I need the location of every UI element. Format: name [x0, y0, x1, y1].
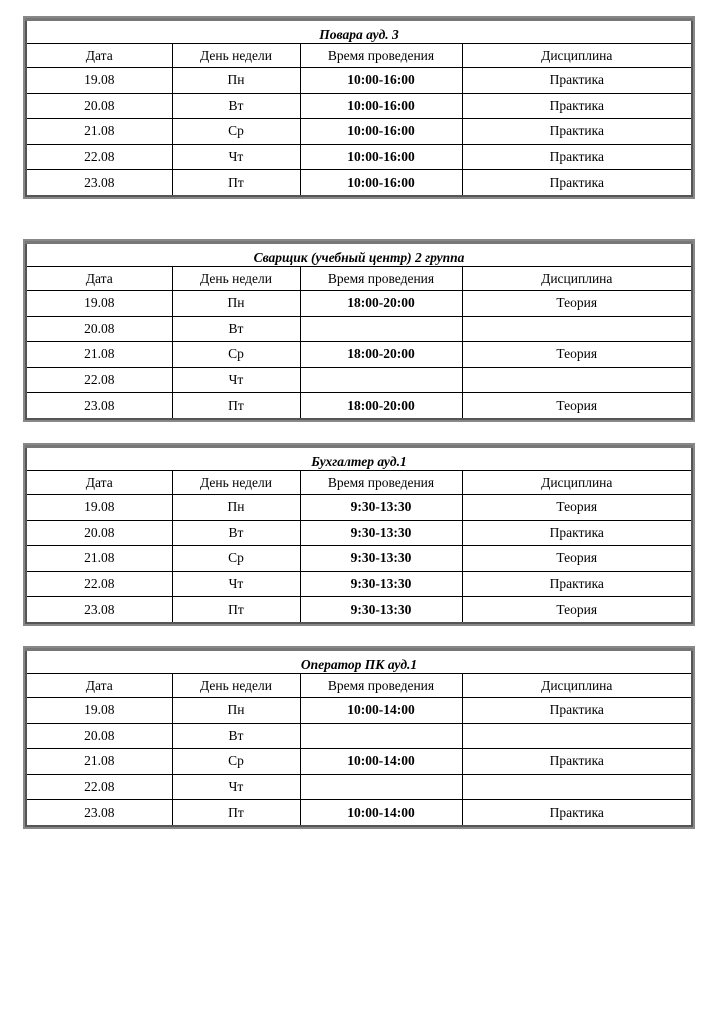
cell-day: Чт: [172, 144, 300, 170]
cell-discipline: Практика: [462, 698, 692, 724]
cell-day: Пт: [172, 170, 300, 196]
cell-time: 10:00-16:00: [300, 68, 462, 94]
cell-discipline: [462, 723, 692, 749]
cell-time: 10:00-16:00: [300, 93, 462, 119]
header-day: День недели: [172, 674, 300, 698]
cell-discipline: Теория: [462, 597, 692, 623]
header-date: Дата: [26, 267, 172, 291]
header-row: [26, 471, 692, 495]
cell-date: 19.08: [26, 698, 172, 724]
header-time: Время проведения: [300, 267, 462, 291]
cell-date: 23.08: [26, 170, 172, 196]
header-time: Время проведения: [300, 471, 462, 495]
header-discipline: Дисциплина: [462, 267, 692, 291]
schedule-table-pc-operators: [25, 648, 693, 827]
table-title: Повара ауд. 3: [26, 20, 692, 44]
cell-date: 20.08: [26, 520, 172, 546]
cell-date: 21.08: [26, 546, 172, 572]
table-row: [26, 698, 692, 724]
cell-date: 23.08: [26, 597, 172, 623]
cell-time: 10:00-16:00: [300, 119, 462, 145]
cell-time: 10:00-16:00: [300, 144, 462, 170]
cell-day: Чт: [172, 774, 300, 800]
header-day: День недели: [172, 267, 300, 291]
cell-date: 21.08: [26, 342, 172, 368]
cell-day: Чт: [172, 367, 300, 393]
table-row: [26, 342, 692, 368]
cell-discipline: Практика: [462, 571, 692, 597]
cell-date: 20.08: [26, 316, 172, 342]
cell-time: 10:00-14:00: [300, 749, 462, 775]
cell-discipline: Практика: [462, 800, 692, 826]
table-row: [26, 316, 692, 342]
cell-day: Вт: [172, 723, 300, 749]
cell-time: 9:30-13:30: [300, 571, 462, 597]
table-row: [26, 144, 692, 170]
cell-day: Пн: [172, 68, 300, 94]
cell-time: [300, 774, 462, 800]
header-date: Дата: [26, 471, 172, 495]
table-row: [26, 571, 692, 597]
cell-time: 18:00-20:00: [300, 393, 462, 419]
cell-time: 9:30-13:30: [300, 546, 462, 572]
table-row: [26, 393, 692, 419]
cell-discipline: Практика: [462, 520, 692, 546]
cell-date: 19.08: [26, 495, 172, 521]
cell-time: 9:30-13:30: [300, 597, 462, 623]
header-row: [26, 267, 692, 291]
schedule-table-welders: [25, 241, 693, 420]
cell-day: Чт: [172, 571, 300, 597]
header-date: Дата: [26, 674, 172, 698]
cell-date: 19.08: [26, 68, 172, 94]
cell-day: Ср: [172, 119, 300, 145]
cell-time: 9:30-13:30: [300, 495, 462, 521]
table-row: [26, 291, 692, 317]
table-row: [26, 68, 692, 94]
header-discipline: Дисциплина: [462, 44, 692, 68]
cell-discipline: Практика: [462, 119, 692, 145]
table-row: [26, 723, 692, 749]
table-row: [26, 495, 692, 521]
cell-date: 21.08: [26, 119, 172, 145]
cell-date: 19.08: [26, 291, 172, 317]
table-row: [26, 749, 692, 775]
cell-date: 20.08: [26, 723, 172, 749]
cell-time: [300, 367, 462, 393]
cell-day: Ср: [172, 342, 300, 368]
cell-time: [300, 723, 462, 749]
cell-time: [300, 316, 462, 342]
cell-day: Пн: [172, 495, 300, 521]
table-row: [26, 597, 692, 623]
table-row: [26, 170, 692, 196]
cell-date: 22.08: [26, 774, 172, 800]
cell-discipline: Практика: [462, 144, 692, 170]
header-day: День недели: [172, 471, 300, 495]
cell-discipline: Практика: [462, 68, 692, 94]
cell-date: 23.08: [26, 800, 172, 826]
header-day: День недели: [172, 44, 300, 68]
cell-discipline: Практика: [462, 749, 692, 775]
cell-day: Пт: [172, 800, 300, 826]
header-time: Время проведения: [300, 44, 462, 68]
cell-time: 10:00-14:00: [300, 698, 462, 724]
cell-discipline: Теория: [462, 495, 692, 521]
cell-time: 9:30-13:30: [300, 520, 462, 546]
cell-day: Пн: [172, 698, 300, 724]
cell-date: 21.08: [26, 749, 172, 775]
cell-date: 22.08: [26, 571, 172, 597]
cell-discipline: Теория: [462, 393, 692, 419]
table-row: [26, 800, 692, 826]
table-title: Бухгалтер ауд.1: [26, 447, 692, 471]
cell-discipline: [462, 316, 692, 342]
cell-day: Вт: [172, 520, 300, 546]
header-date: Дата: [26, 44, 172, 68]
cell-date: 23.08: [26, 393, 172, 419]
cell-date: 22.08: [26, 367, 172, 393]
table-row: [26, 119, 692, 145]
table-title: Оператор ПК ауд.1: [26, 650, 692, 674]
header-time: Время проведения: [300, 674, 462, 698]
cell-discipline: [462, 774, 692, 800]
cell-day: Пт: [172, 597, 300, 623]
table-row: [26, 93, 692, 119]
table-row: [26, 520, 692, 546]
cell-discipline: [462, 367, 692, 393]
header-row: [26, 44, 692, 68]
cell-day: Пн: [172, 291, 300, 317]
cell-day: Ср: [172, 749, 300, 775]
table-row: [26, 774, 692, 800]
cell-day: Ср: [172, 546, 300, 572]
cell-time: 18:00-20:00: [300, 291, 462, 317]
table-title: Сварщик (учебный центр) 2 группа: [26, 243, 692, 267]
header-discipline: Дисциплина: [462, 471, 692, 495]
header-discipline: Дисциплина: [462, 674, 692, 698]
cell-day: Вт: [172, 93, 300, 119]
table-row: [26, 367, 692, 393]
cell-discipline: Практика: [462, 93, 692, 119]
cell-time: 10:00-14:00: [300, 800, 462, 826]
cell-time: 18:00-20:00: [300, 342, 462, 368]
cell-time: 10:00-16:00: [300, 170, 462, 196]
cell-discipline: Практика: [462, 170, 692, 196]
cell-day: Вт: [172, 316, 300, 342]
schedule-table-cooks: [25, 18, 693, 197]
cell-date: 20.08: [26, 93, 172, 119]
cell-discipline: Теория: [462, 546, 692, 572]
cell-discipline: Теория: [462, 342, 692, 368]
table-row: [26, 546, 692, 572]
schedule-table-accountants: [25, 445, 693, 624]
cell-day: Пт: [172, 393, 300, 419]
cell-date: 22.08: [26, 144, 172, 170]
cell-discipline: Теория: [462, 291, 692, 317]
header-row: [26, 674, 692, 698]
